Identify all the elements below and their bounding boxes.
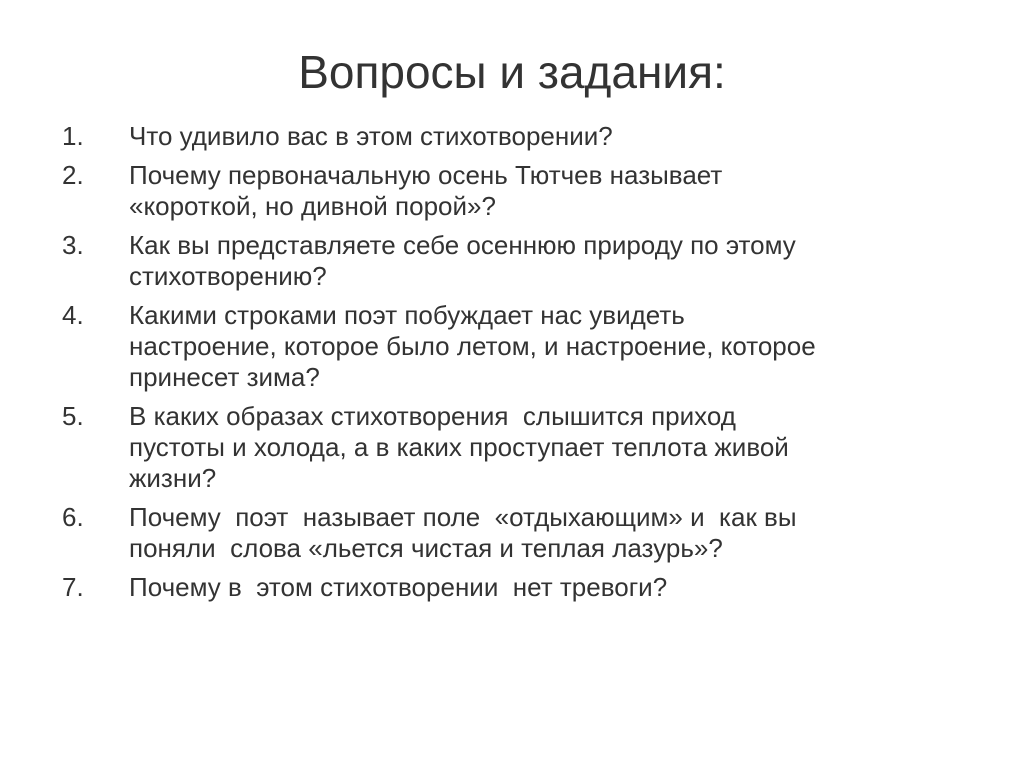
question-number: 3. xyxy=(62,230,84,260)
question-text: Что удивило вас в этом стихотворении? xyxy=(129,121,613,151)
question-number: 6. xyxy=(62,502,84,532)
question-number: 2. xyxy=(62,160,84,190)
question-text: Почему первоначальную осень Тютчев называет «короткой, но дивной порой»? xyxy=(129,160,723,221)
question-item-2 xyxy=(62,160,982,222)
question-item-7 xyxy=(62,572,982,603)
question-text: Как вы представляете себе осеннюю природу по этому стихотворению? xyxy=(129,230,796,291)
question-list xyxy=(62,121,982,611)
question-text: Почему поэт называет поле «отдыхающим» и как вы поняли слова «льется чистая и теплая лазурь»? xyxy=(129,502,797,563)
question-text: Какими строками поэт побуждает нас увидеть настроение, которое было летом, и настроение, которое принесет зима? xyxy=(129,300,816,392)
question-number: 5. xyxy=(62,401,84,431)
question-number: 4. xyxy=(62,300,84,330)
question-item-1 xyxy=(62,121,982,152)
question-item-6 xyxy=(62,502,982,564)
question-text: Почему в этом стихотворении нет тревоги? xyxy=(129,572,668,602)
question-item-3 xyxy=(62,230,982,292)
question-number: 1. xyxy=(62,121,84,151)
question-item-5 xyxy=(62,401,982,494)
question-text: В каких образах стихотворения слышится приход пустоты и холода, а в каких проступает теплота живой жизни? xyxy=(129,401,789,493)
slide-title: Вопросы и задания: xyxy=(298,46,726,98)
question-number: 7. xyxy=(62,572,84,602)
question-item-4 xyxy=(62,300,982,393)
